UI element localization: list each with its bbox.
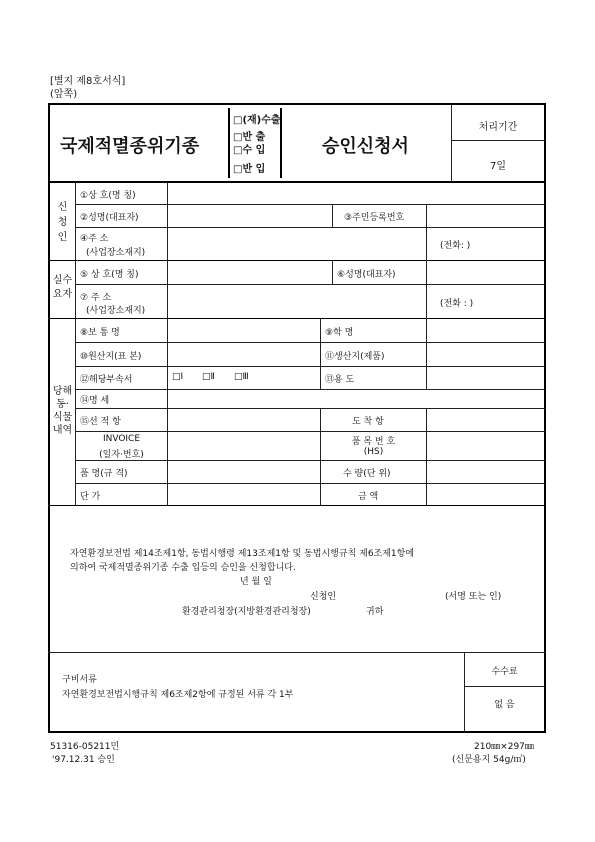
section-line: [48, 318, 546, 319]
title-right: 승인신청서: [322, 136, 409, 157]
declaration-line1: 자연환경보전법 제14조제1항, 동법시행령 제13조제1항 및 동법시행규칙 제6조제1항에: [70, 549, 415, 559]
sub-divider: [426, 260, 427, 284]
section-consignee: 실수요자: [52, 275, 73, 300]
sub-divider: [320, 318, 321, 389]
processing-mid: [451, 140, 545, 141]
footer-approval: '97.12.31 승인: [52, 755, 115, 765]
type-export[interactable]: □(재)수출: [233, 115, 281, 126]
sub-divider: [332, 204, 333, 227]
row-line: [75, 284, 545, 285]
section-applicant: 신청인: [57, 202, 68, 243]
field-consignee-rep: ⑥성명(대표자): [337, 270, 396, 280]
field-common-name: ⑧보 통 명: [80, 328, 120, 338]
row-line: [75, 366, 545, 367]
row-line: [75, 408, 545, 409]
field-address: ④주 소: [80, 234, 109, 244]
attachments-item: 자연환경보전법시행규칙 제6조제2항에 규정된 서류 각 1부: [62, 690, 294, 700]
section-line: [48, 505, 546, 506]
attachments-top: [48, 652, 546, 653]
field-phone: (전화: ): [440, 241, 471, 251]
title-bottom: [48, 181, 546, 183]
declaration-addressee-suffix: 귀하: [366, 607, 384, 617]
field-arrival-port: 도 착 항: [352, 417, 384, 427]
type-import[interactable]: □수 입: [233, 145, 266, 156]
field-appendix: ⑫해당부속서: [80, 375, 133, 385]
field-invoice: INVOICE: [102, 434, 141, 444]
field-amount: 금 액: [358, 492, 379, 502]
field-resident-number: ③주민등록번호: [344, 213, 405, 223]
label-col-divider: [167, 182, 168, 505]
footer-paper: (신문용지 54g/㎡): [452, 755, 526, 765]
field-hs-code: 품 목 번 호: [351, 437, 396, 447]
field-purpose: ⑬용 도: [325, 375, 355, 385]
field-quantity: 수 량(단 위): [343, 469, 391, 479]
field-company-name: ①상 호(명 칭): [80, 191, 136, 201]
frame-bottom: [48, 731, 546, 733]
field-scientific-name: ⑨학 명: [325, 328, 354, 338]
field-consignee-address: ⑦ 주 소: [80, 293, 112, 303]
processing-value: 7일: [489, 161, 507, 172]
declaration-addressee: 환경관리청장(지방환경관리청장): [182, 607, 311, 617]
field-address-sub: (사업장소재지): [86, 248, 146, 258]
type-carry-in[interactable]: □반 입: [233, 164, 266, 175]
field-invoice-sub: (일자·번호): [99, 450, 144, 460]
footer-size: 210㎜×297㎜: [474, 742, 534, 752]
section-line: [48, 260, 546, 261]
row-line: [75, 204, 545, 205]
sub-divider: [426, 227, 427, 260]
sub-divider: [426, 204, 427, 227]
frame-top: [48, 103, 546, 105]
declaration-date: 년 월 일: [240, 577, 272, 587]
appendix-option-3[interactable]: □Ⅲ: [234, 372, 249, 382]
field-loading-port: ⑮선 적 항: [80, 417, 121, 427]
sub-divider: [426, 284, 427, 318]
appendix-option-2[interactable]: □Ⅱ: [202, 372, 215, 382]
field-consignee-phone: (전화 : ): [440, 299, 474, 309]
field-origin: ⑩원산지(표 본): [80, 352, 142, 362]
row-line: [75, 460, 545, 461]
row-line: [75, 483, 545, 484]
field-representative: ②성명(대표자): [80, 213, 139, 223]
footer-code: 51316-05211민: [50, 742, 120, 752]
form-number: [별지 제8호서식]: [50, 76, 126, 87]
row-line: [75, 227, 545, 228]
field-item-name: 품 명(규 격): [80, 469, 128, 479]
fee-label: 수수료: [491, 667, 518, 677]
sub-divider: [426, 408, 427, 505]
type-carry-out[interactable]: □반 출: [233, 132, 266, 143]
fee-value: 없 음: [494, 700, 515, 710]
declaration-applicant: 신청인: [310, 592, 337, 602]
title-left: 국제적멸종위기종: [60, 136, 200, 157]
field-consignee-name: ⑤ 상 호(명 칭): [80, 270, 139, 280]
page-side: (앞쪽): [50, 89, 78, 100]
appendix-option-1[interactable]: □Ⅰ: [172, 372, 184, 382]
field-unit-price: 단 가: [80, 492, 101, 502]
declaration-signature: (서명 또는 인): [445, 592, 502, 602]
section-species: 당해동·식물내역: [52, 386, 73, 436]
sub-divider: [332, 260, 333, 284]
field-consignee-address-sub: (사업장소재지): [86, 306, 146, 316]
field-specification: ⑭명 세: [80, 396, 110, 406]
attachments-title: 구비서류: [62, 675, 97, 685]
sub-divider: [426, 318, 427, 389]
field-production: ⑪생산지(제품): [325, 352, 385, 362]
frame-right: [544, 103, 546, 733]
row-line: [75, 389, 545, 390]
row-line: [75, 342, 545, 343]
field-hs-code-sub: (HS): [363, 447, 384, 457]
fee-mid: [464, 686, 545, 687]
processing-label: 처리기간: [478, 122, 518, 133]
row-line: [75, 431, 545, 432]
declaration-line2: 의하여 국제적멸종위기종 수출 입등의 승인을 신청합니다.: [70, 563, 296, 573]
